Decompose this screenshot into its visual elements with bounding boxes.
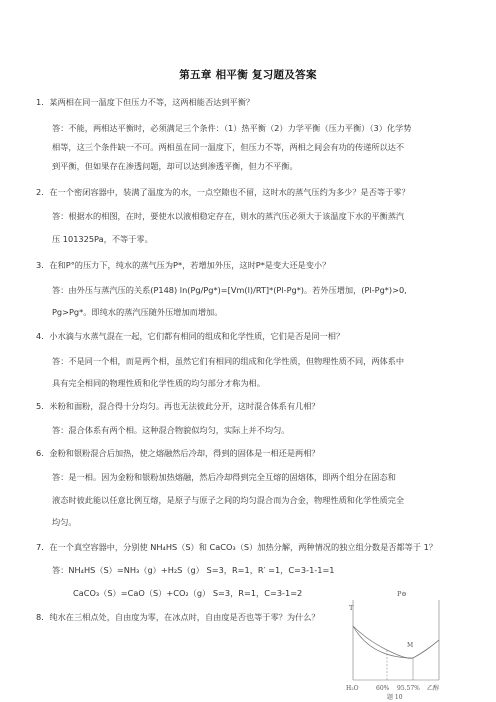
x-label-60: 60% xyxy=(376,685,390,692)
question-4: 4．小水滴与水蒸气混在一起，它们都有相同的组成和化学性质，它们是否是同一相？ xyxy=(36,331,345,341)
azeotrope-point-label: M xyxy=(407,642,414,649)
temperature-axis-label: T xyxy=(349,604,354,612)
answer-3-line-2: Pg>Pg*。即纯水的蒸汽压随外压增加而增加。 xyxy=(52,307,223,317)
question-8: 8．纯水在三相点处，自由度为零，在冰点时，自由度是否也等于零？为什么？ xyxy=(36,612,320,622)
diagram-caption: 题 10 xyxy=(387,694,403,700)
answer-1-line-1: 答：不能，两相达平衡时，必须满足三个条件：（1）热平衡（2）力学平衡（压力平衡）（3）化学势 xyxy=(52,123,412,133)
answer-5: 答：混合体系有两个相。这种混合物貌似均匀，实际上并不均匀。 xyxy=(52,425,290,435)
question-7: 7．在一个真空容器中，分别使 NH₄HS（S）和 CaCO₃（S）加热分解，两种情况的独立组分数是否都等于 1？ xyxy=(36,542,438,552)
answer-3-line-1: 答：由外压与蒸汽压的关系(P148) ln(Pg/Pg*)=[Vm(l)/RT]*(Pl-Pg*)。若外压增加，(Pl-Pg*)>0, xyxy=(52,285,407,295)
answer-2-line-1: 答：根据水的相图，在时，要使水以液相稳定存在，则水的蒸汽压必须大于该温度下水的平衡蒸汽 xyxy=(52,211,405,221)
answer-4-line-2: 具有完全相同的物理性质和化学性质的均匀部分才称为相。 xyxy=(52,378,265,388)
answer-2-line-2: 压 101325Pa，不等于零。 xyxy=(52,234,153,244)
phase-diagram xyxy=(345,588,445,700)
question-3: 3．在和P°的压力下，纯水的蒸气压为P*，若增加外压，这时P*是变大还是变小？ xyxy=(36,260,331,270)
question-5: 5．米粉和面粉，混合得十分均匀。再也无法彼此分开，这时混合体系有几相？ xyxy=(36,401,320,411)
question-6: 6．金粉和银粉混合后加热，使之熔融然后冷却，得到的固体是一相还是两相？ xyxy=(36,448,320,458)
question-1: 1．某两相在同一温度下但压力不等，这两相能否达到平衡？ xyxy=(36,97,255,107)
answer-6-line-3: 均匀。 xyxy=(52,517,77,527)
x-label-ethanol: 乙醇 xyxy=(427,685,440,692)
answer-6-line-2: 液态时彼此能以任意比例互熔，是原子与原子之间的均匀混合而为合金，物理性质和化学性质完全 xyxy=(52,495,405,505)
answer-1-line-3: 到平衡，但如果存在渗透问题，却可以达到渗透平衡，但力不平衡。 xyxy=(52,161,298,171)
liquid-curve xyxy=(353,626,439,658)
question-2: 2．在一个密闭容器中，装满了温度为的水，一点空隙也不留，这时水的蒸气压约为多少？是否等于零？ xyxy=(36,187,410,197)
answer-4-line-1: 答：不是同一个相，而是两个相，虽然它们有相同的组成和化学性质，但物理性质不同，两体系中 xyxy=(52,356,405,366)
page-title: 第五章 相平衡 复习题及答案 xyxy=(179,69,317,81)
answer-6-line-1: 答：是一相。因为金粉和银粉加热熔融，然后冷却得到完全互熔的固熔体，即两个组分在固态和 xyxy=(52,472,396,482)
x-label-9557: 95.57% xyxy=(397,685,420,692)
x-label-water: H₂O xyxy=(346,685,359,692)
answer-1-line-2: 相等，这三个条件缺一不可。两相虽在同一温度下，但压力不等，两相之间会有功的传递所以达不 xyxy=(52,142,405,152)
pressure-label: P⊖ xyxy=(397,590,407,598)
answer-7-line-1: 答：NH₄HS（S）=NH₃（g）+H₂S（g） S=3，R=1，R′ =1，C=3-1-1=1 xyxy=(52,565,335,575)
answer-7-line-2: CaCO₃（S）=CaO（S）+CO₂（g） S=3，R=1，C=3-1=2 xyxy=(73,588,303,598)
